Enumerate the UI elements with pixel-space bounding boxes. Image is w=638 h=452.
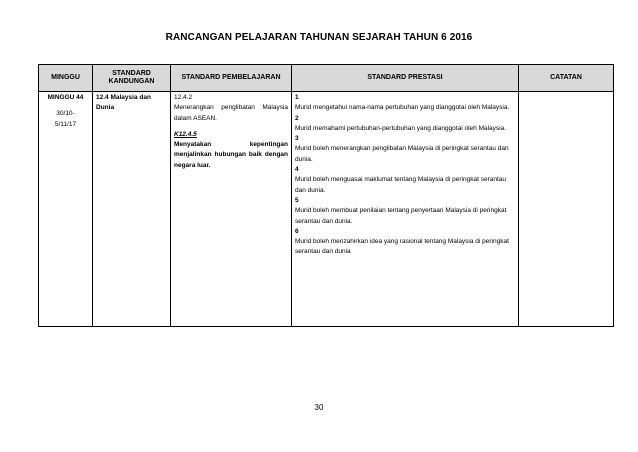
header-minggu: MINGGU xyxy=(39,65,93,92)
performance-level-text: Murid boleh menzahirkan idea yang rasional tentang Malaysia di peringkat serantau dan dunia xyxy=(295,238,509,256)
cell-standard-kandungan: 12.4 Malaysia dan Dunia xyxy=(93,92,171,327)
table-header-row xyxy=(39,65,614,92)
page-number: 30 xyxy=(314,403,324,412)
header-catatan: CATATAN xyxy=(519,65,614,92)
cell-minggu xyxy=(39,92,93,327)
performance-level-text: Murid memahami pertubuhan-pertubuhan yang dianggotai oleh Malaysia. xyxy=(295,124,507,132)
table-row xyxy=(39,92,614,327)
performance-level-number: 5 xyxy=(295,196,299,204)
performance-level-number: 1 xyxy=(295,94,299,101)
lesson-plan-table xyxy=(38,64,614,327)
k-standard-description: Menyatakan kepentingan menjalinkan hubungan baik dengan negara luar. xyxy=(174,141,288,169)
cell-standard-prestasi xyxy=(292,92,519,327)
performance-level-text: Murid boleh menerangkan penglibatan Malaysia di peringkat serantau dan dunia. xyxy=(295,145,509,163)
learning-standard-description: Menerangkan penglibatan Malaysia dalam ASEAN. xyxy=(174,104,288,122)
header-standard-prestasi: STANDARD PRESTASI xyxy=(292,65,519,92)
performance-level-number: 2 xyxy=(295,114,299,122)
cell-catatan xyxy=(519,92,614,327)
document-title: RANCANGAN PELAJARAN TAHUNAN SEJARAH TAHUN 6 2016 xyxy=(165,32,473,43)
performance-level-number: 3 xyxy=(295,135,299,143)
header-standard-pembelajaran: STANDARD PEMBELAJARAN xyxy=(171,65,292,92)
performance-level-number: 4 xyxy=(295,166,299,174)
date-to: 5/11/17 xyxy=(54,120,77,128)
performance-level-number: 6 xyxy=(295,227,299,235)
date-from: 30/10- xyxy=(56,110,75,118)
learning-standard-code: 12.4.2 xyxy=(174,94,193,101)
week-label: MINGGU 44 xyxy=(47,94,84,101)
k-standard-code: K12.4.5 xyxy=(174,130,197,138)
performance-level-text: Murid boleh menguasai maklumat tentang Malaysia di peringkat serantau dan dunia. xyxy=(295,176,507,194)
performance-level-text: Murid boleh membuat penilaian tentang penyertaan Malaysia di peringkat serantau dan dunia. xyxy=(295,207,507,225)
performance-level-text: Murid mengetahui nama-nama pertubuhan yang dianggotai oleh Malaysia. xyxy=(295,104,510,112)
cell-standard-pembelajaran xyxy=(171,92,292,327)
header-standard-kandungan: STANDARD KANDUNGAN xyxy=(93,65,171,92)
